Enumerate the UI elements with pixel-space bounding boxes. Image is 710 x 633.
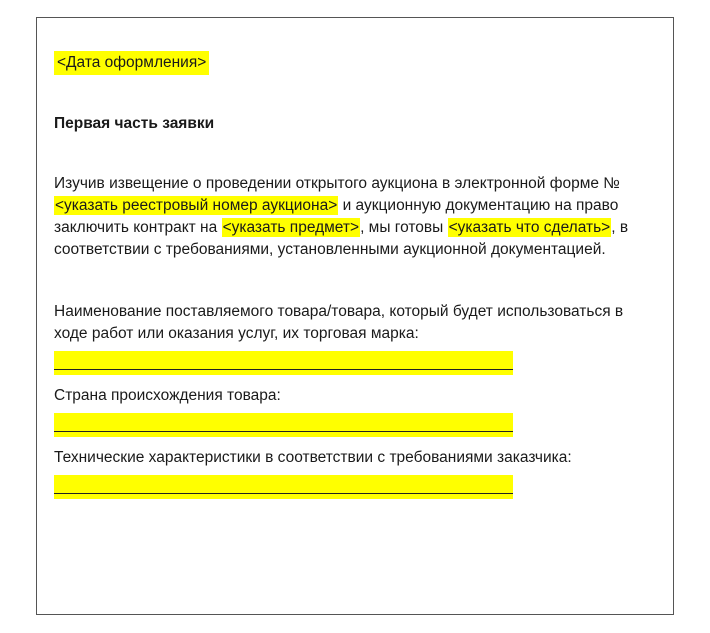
intro-paragraph bbox=[54, 173, 654, 261]
paragraph-text-3: , мы готовы bbox=[360, 219, 448, 236]
underline-rule bbox=[54, 369, 513, 370]
underline-rule bbox=[54, 493, 513, 494]
field-label-country: Страна происхождения товара: bbox=[54, 387, 281, 404]
action-placeholder[interactable]: <указать что сделать> bbox=[448, 219, 611, 236]
document-heading: Первая часть заявки bbox=[54, 115, 215, 132]
document-page bbox=[36, 17, 674, 615]
date-line bbox=[54, 51, 654, 75]
paragraph-text-4: , в соответствии с требованиями, установленными аукционной документацией. bbox=[54, 219, 629, 258]
field-product-name bbox=[54, 301, 654, 375]
document-content bbox=[54, 51, 654, 499]
field-technical-specs bbox=[54, 447, 654, 499]
field-label-product-name: Наименование поставляемого товара/товара, который будет использоваться в ходе работ или оказания услуг, их торговая марка: bbox=[54, 303, 624, 342]
fill-line-country[interactable] bbox=[54, 413, 513, 437]
fill-line-product-name[interactable] bbox=[54, 351, 513, 375]
field-country-of-origin bbox=[54, 385, 654, 437]
date-placeholder[interactable]: <Дата оформления> bbox=[54, 51, 209, 75]
registry-number-placeholder[interactable]: <указать реестровый номер аукциона> bbox=[55, 197, 338, 214]
paragraph-text-1: Изучив извещение о проведении открытого аукциона в электронной форме № bbox=[54, 175, 620, 192]
paragraph-text-2: и аукционную документацию на право заключить контракт на bbox=[54, 197, 619, 236]
underline-rule bbox=[54, 431, 513, 432]
fill-line-specs[interactable] bbox=[54, 475, 513, 499]
subject-placeholder[interactable]: <указать предмет> bbox=[222, 219, 360, 236]
field-label-specs: Технические характеристики в соответствии с требованиями заказчика: bbox=[54, 449, 572, 466]
